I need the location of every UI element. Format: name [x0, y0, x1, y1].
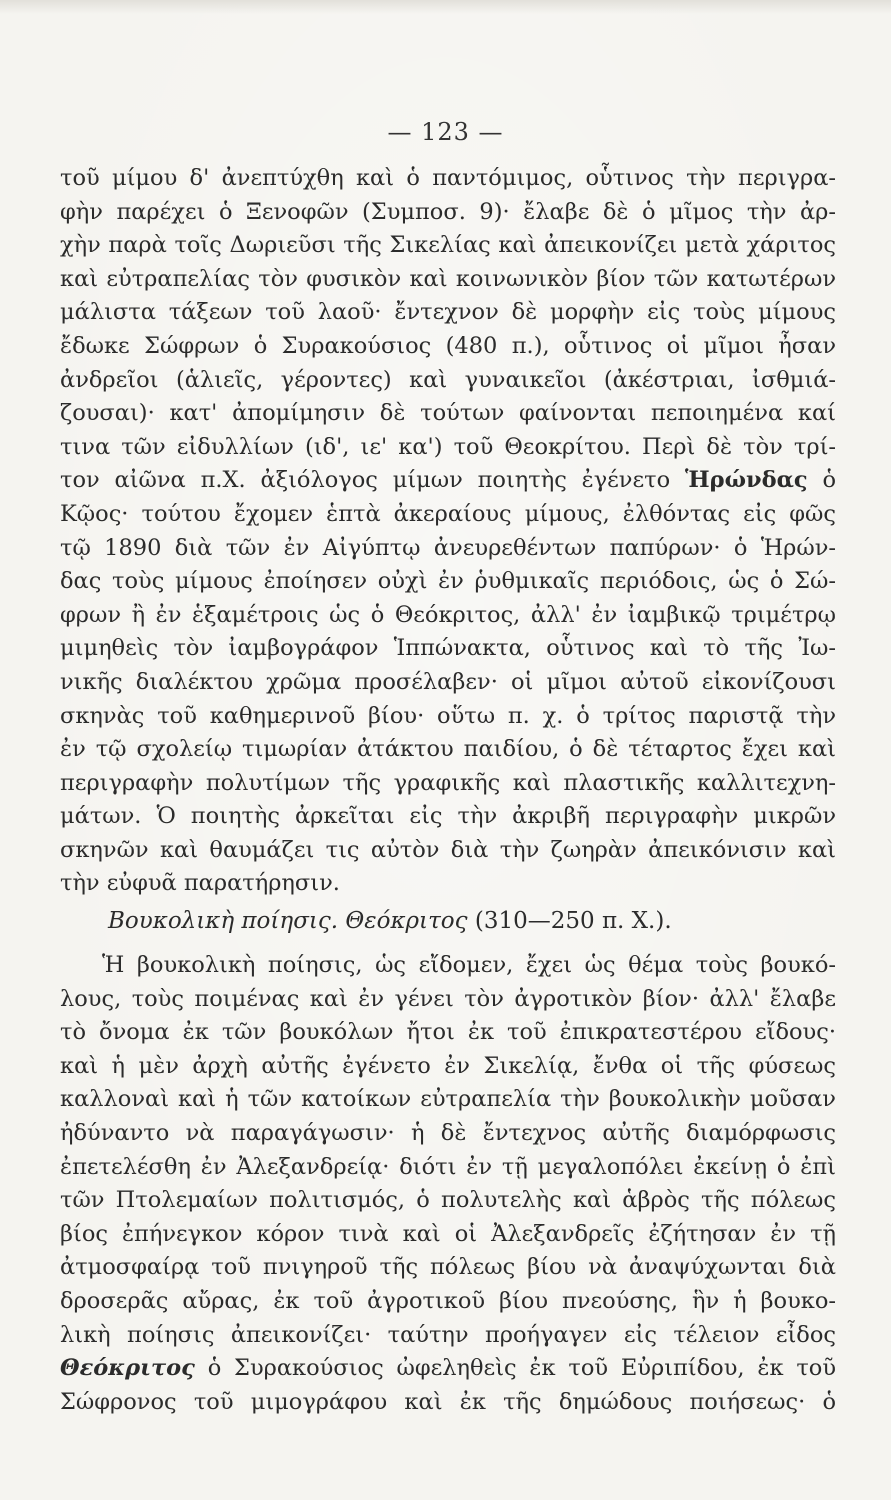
text-line: λους, τοὺς ποιμένας καὶ ἐν γένει τὸν ἀγροτικὸν βίον· ἀλλ' ἔλαβε [60, 985, 836, 1012]
text-line: σκηνῶν καὶ θαυμάζει τις αὐτὸν διὰ τὴν ζωηρὰν ἀπεικόνισιν καὶ [60, 836, 836, 863]
text-line: δροσερᾶς αὔρας, ἐκ τοῦ ἀγροτικοῦ βίου πνεούσης, ἣν ἡ βουκο- [60, 1287, 836, 1314]
text-line: μάλιστα τάξεων τοῦ λαοῦ· ἔντεχνον δὲ μορφὴν εἰς τοὺς μίμους [60, 299, 836, 326]
text-segment: τον αἰῶνα π.Χ. ἀξιόλογος μίμων ποιητὴς ἐγένετο [60, 467, 671, 494]
text-line: τῶν Πτολεμαίων πολιτισμός, ὁ πολυτελὴς καὶ ἁβρὸς τῆς πόλεως [60, 1187, 836, 1214]
text-line: τὴν εὐφυᾶ παρατήρησιν. [60, 870, 340, 897]
paragraph-mime [60, 162, 836, 901]
text-line: ζουσαι)· κατ' ἀπομίμησιν δὲ τούτων φαίνονται πεποιημένα καί [60, 400, 836, 427]
text-line: καὶ ἡ μὲν ἀρχὴ αὐτῆς ἐγένετο ἐν Σικελίᾳ, ἔνθα οἱ τῆς φύσεως [60, 1052, 836, 1079]
page-number: — 123 — [387, 118, 504, 146]
text-line: μιμηθεὶς τὸν ἰαμβογράφον Ἱππώνακτα, οὗτινος καὶ τὸ τῆς Ἰω- [60, 635, 836, 662]
text-line: φὴν παρέχει ὁ Ξενοφῶν (Συμποσ. 9)· ἔλαβε δὲ ὁ μῖμος τὴν ἀρ- [60, 198, 836, 225]
text-line: βίος ἐπήνεγκον κόρον τινὰ καὶ οἱ Ἀλεξανδρεῖς ἐζήτησαν ἐν τῇ [60, 1220, 836, 1247]
text-line: ἔδωκε Σώφρων ὁ Συρακούσιος (480 π.), οὗτινος οἱ μῖμοι ἦσαν [60, 332, 836, 359]
text-line: τῷ 1890 διὰ τῶν ἐν Αἰγύπτῳ ἀνευρεθέντων παπύρων· ὁ Ἡρών- [60, 534, 836, 561]
text-line: φρων ἢ ἐν ἑξαμέτροις ὡς ὁ Θεόκριτος, ἀλλ' ἐν ἰαμβικῷ τριμέτρῳ [60, 601, 836, 628]
section-heading-title: Βουκολικὴ ποίησις. Θεόκριτος [108, 908, 468, 934]
text-line: ἀτμοσφαίρᾳ τοῦ πνιγηροῦ τῆς πόλεως βίου νὰ ἀναψύχωνται διὰ [60, 1254, 836, 1281]
text-line: λικὴ ποίησις ἀπεικονίζει· ταύτην προήγαγεν εἰς τέλειον εἶδος [60, 1321, 836, 1348]
text-line: τοῦ μίμου δ' ἀνεπτύχθη καὶ ὁ παντόμιμος, οὗτινος τὴν περιγρα- [60, 165, 836, 191]
text-segment: ὁ Συρακούσιος ὠφεληθεὶς ἐκ τοῦ Εὐριπίδου, ἐκ τοῦ [207, 1355, 836, 1382]
text-line-with-name [60, 1352, 836, 1386]
text-line: μάτων. Ὁ ποιητὴς ἀρκεῖται εἰς τὴν ἀκριβῆ περιγραφὴν μικρῶν [60, 803, 836, 830]
text-line: ἠδύναντο νὰ παραγάγωσιν· ἡ δὲ ἔντεχνος αὐτῆς διαμόρφωσις [60, 1119, 836, 1146]
text-line: Ἡ βουκολικὴ ποίησις, ὡς εἴδομεν, ἔχει ὡς θέμα τοὺς βουκό- [102, 952, 836, 978]
text-line: ἐπετελέσθη ἐν Ἀλεξανδρείᾳ· διότι ἐν τῇ μεγαλοπόλει ἐκείνῃ ὁ ἐπὶ [60, 1153, 836, 1180]
paragraph-bucolic [60, 949, 836, 1419]
text-line: δας τοὺς μίμους ἐποίησεν οὐχὶ ἐν ῥυθμικαῖς περιόδοις, ὡς ὁ Σώ- [60, 568, 836, 595]
text-line: Σώφρονος τοῦ μιμογράφου καὶ ἐκ τῆς δημώδους ποιήσεως· ὁ [60, 1388, 836, 1415]
section-heading-dates: (310—250 π. Χ.). [474, 908, 672, 934]
section-heading [108, 908, 672, 934]
text-line: νικῆς διαλέκτου χρῶμα προσέλαβεν· οἱ μῖμοι αὐτοῦ εἰκονίζουσι [60, 668, 836, 695]
text-line: χὴν παρὰ τοῖς Δωριεῦσι τῆς Σικελίας καὶ ἀπεικονίζει μετὰ χάριτος [60, 232, 836, 259]
text-line: σκηνὰς τοῦ καθημερινοῦ βίου· οὕτω π. χ. ὁ τρίτος παριστᾷ τὴν [60, 702, 836, 729]
text-segment: ὁ [822, 467, 836, 494]
text-line: ἐν τῷ σχολείῳ τιμωρίαν ἀτάκτου παιδίου, ὁ δὲ τέταρτος ἔχει καὶ [60, 736, 836, 763]
text-line: καλλοναὶ καὶ ἡ τῶν κατοίκων εὐτραπελία τὴν βουκολικὴν μοῦσαν [60, 1086, 836, 1113]
text-line: τινα τῶν εἰδυλλίων (ιδ', ιε' κα') τοῦ Θεοκρίτου. Περὶ δὲ τὸν τρί- [60, 433, 836, 460]
text-line: ἀνδρεῖοι (ἁλιεῖς, γέροντες) καὶ γυναικεῖοι (ἀκέστριαι, ἰσθμιά- [60, 366, 836, 393]
text-line-with-name [60, 464, 836, 498]
text-line: περιγραφὴν πολυτίμων τῆς γραφικῆς καὶ πλαστικῆς καλλιτεχνη- [60, 769, 836, 796]
text-line: τὸ ὄνομα ἐκ τῶν βουκόλων ἤτοι ἐκ τοῦ ἐπικρατεστέρου εἴδους· [60, 1019, 836, 1046]
text-line: Κῷος· τούτου ἔχομεν ἑπτὰ ἀκεραίους μίμους, ἐλθόντας εἰς φῶς [60, 500, 836, 527]
page-edge-shadow [0, 0, 891, 14]
text-line: καὶ εὐτραπελίας τὸν φυσικὸν καὶ κοινωνικὸν βίον τῶν κατωτέρων [60, 265, 836, 292]
theocritus-name: Θεόκριτος [60, 1355, 195, 1382]
herondas-name: Ἡρώνδας [684, 467, 808, 494]
